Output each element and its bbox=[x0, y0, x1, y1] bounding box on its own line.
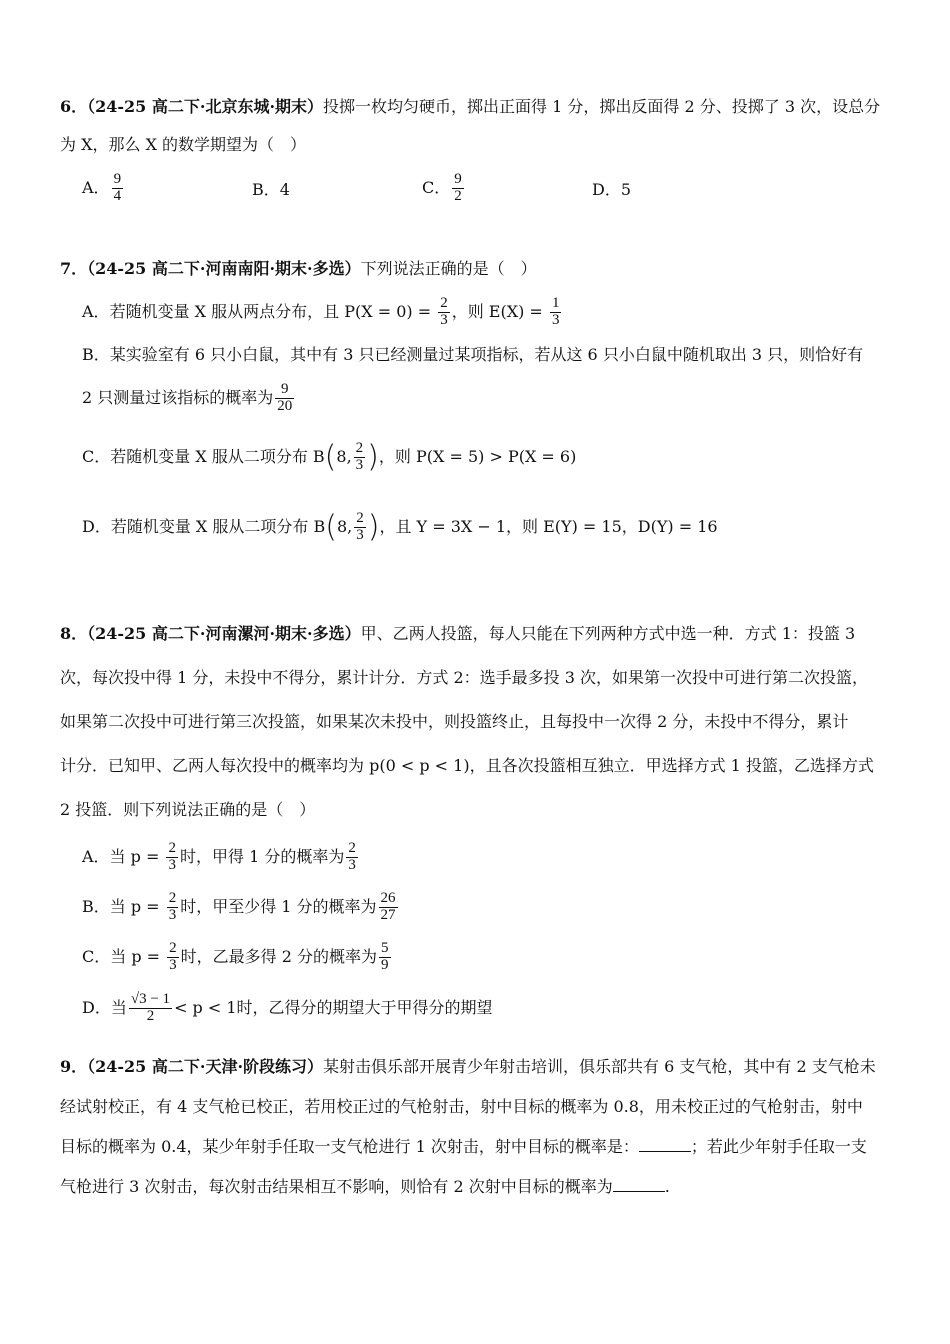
q9-stem-line1: 某射击俱乐部开展青少年射击培训，俱乐部共有 6 支气枪，其中有 2 支气枪未 bbox=[323, 1057, 876, 1076]
q6-option-c[interactable]: C． $\frac{9}{2}$ bbox=[422, 170, 462, 204]
q7-option-b[interactable]: B．某实验室有 6 只小白鼠，其中有 3 只已经测量过某项指标，若从这 6 只小白鼠中随机取出 3 只，则恰好有 2 只测量过该指标的概率为 $\frac{9}{20}$ bbox=[82, 345, 864, 414]
q7-option-d[interactable]: D．若随机变量 X 服从二项分布 B(8, $\frac{2}{3}$ )，且 Y = 3X − 1，则 E(Y) = 15，D(Y) = 16 bbox=[82, 509, 718, 545]
q6-stem-line2: 为 X，那么 X 的数学期望为（ ） bbox=[60, 135, 307, 154]
q6-option-a[interactable]: A． $\frac{9}{4}$ bbox=[82, 170, 122, 204]
q8-stem-line1: 甲、乙两人投篮，每人只能在下列两种方式中选一种．方式 1：投篮 3 bbox=[360, 624, 856, 643]
q8-option-b[interactable]: B．当 p = $\frac{2}{3}$ 时，甲至少得 1 分的概率为 $\frac{26}{27}$ bbox=[82, 890, 396, 923]
q8-stem-line4: 计分．已知甲、乙两人每次投中的概率均为 p(0 < p < 1)，且各次投篮相互独立．甲选择方式 1 投篮，乙选择方式 bbox=[60, 756, 874, 775]
q8-stem-line2: 次，每次投中得 1 分，未投中不得分，累计计分．方式 2：选手最多投 3 次，如果第一次投中可进行第二次投篮， bbox=[60, 668, 868, 687]
q8-stem-line5: 2 投篮．则下列说法正确的是（ ） bbox=[60, 800, 316, 819]
q9-source: （24-25 高二下·天津·阶段练习） bbox=[87, 1057, 324, 1076]
question-6 bbox=[60, 88, 890, 212]
q9-stem-line4: 气枪进行 3 次射击，每次射击结果相互不影响，则恰有 2 次射中目标的概率为 bbox=[60, 1177, 613, 1196]
q8-stem-line3: 如果第二次投中可进行第三次投篮，如果某次未投中，则投篮终止，且每投中一次得 2 分，未投中不得分，累计 bbox=[60, 712, 849, 731]
q8-option-c[interactable]: C．当 p = $\frac{2}{3}$ 时，乙最多得 2 分的概率为 $\frac{5}{9}$ bbox=[82, 940, 389, 973]
q6-option-b[interactable]: B．4 bbox=[252, 179, 290, 199]
q8-number: 8． bbox=[60, 624, 88, 643]
q7-source: （24-25 高二下·河南南阳·期末·多选） bbox=[87, 259, 361, 278]
question-7 bbox=[60, 250, 890, 562]
q8-source: （24-25 高二下·河南漯河·期末·多选） bbox=[87, 624, 361, 643]
q9-answer-blank-1[interactable] bbox=[639, 1133, 691, 1152]
q6-stem-line1: 投掷一枚均匀硬币，掷出正面得 1 分，掷出反面得 2 分、投掷了 3 次，设总分 bbox=[323, 97, 881, 116]
q8-option-a[interactable]: A．当 p = $\frac{2}{3}$ 时，甲得 1 分的概率为 $\frac{2}{3}$ bbox=[82, 840, 356, 873]
q8-option-d[interactable]: D．当 $\frac{√3 - 1}{2}$ < p < 1时，乙得分的期望大于甲得分的期望 bbox=[82, 991, 493, 1024]
q6-option-d[interactable]: D．5 bbox=[592, 179, 632, 199]
q7-option-c[interactable]: C．若随机变量 X 服从二项分布 B(8, $\frac{2}{3}$ )，则 P(X = 5) > P(X = 6) bbox=[82, 439, 577, 475]
question-8 bbox=[60, 612, 890, 1034]
q6-source: （24-25 高二下·北京东城·期末） bbox=[87, 97, 324, 116]
q9-stem-line2: 经试射校正，有 4 支气枪已校正，若用校正过的气枪射击，射中目标的概率为 0.8，用未校正过的气枪射击，射中 bbox=[60, 1097, 863, 1116]
question-9: 9．（24-25 高二下·天津·阶段练习）某射击俱乐部开展青少年射击培训，俱乐部共有 6 支气枪，其中有 2 支气枪未 经试射校正，有 4 支气枪已校正，若用校正过的气枪射击，射中目标的概率为 0.8，用未校正过的气枪射击，射中 目标的概率为 0.4，某少年射手任取一支气枪进行 1 次射击，射中目标的概率是： ；若此少年射手任取一支 气枪进行 3 次射击，每次射击结果相互不影响，则恰有 2 次射中目标的概率为 . bbox=[60, 1047, 890, 1207]
q7-stem: 下列说法正确的是（ ） bbox=[360, 259, 537, 278]
q7-number: 7． bbox=[60, 259, 88, 278]
q6-number: 6． bbox=[60, 97, 88, 116]
q6-options bbox=[60, 164, 890, 212]
q9-stem-line3: 目标的概率为 0.4，某少年射手任取一支气枪进行 1 次射击，射中目标的概率是： bbox=[60, 1137, 639, 1156]
q9-answer-blank-2[interactable] bbox=[613, 1173, 665, 1192]
q9-number: 9． bbox=[60, 1057, 88, 1076]
q7-option-a[interactable]: A．若随机变量 X 服从两点分布，且 P(X = 0) = $\frac{2}{3}$ ，则 E(X) = $\frac{1}{3}$ bbox=[82, 295, 560, 328]
